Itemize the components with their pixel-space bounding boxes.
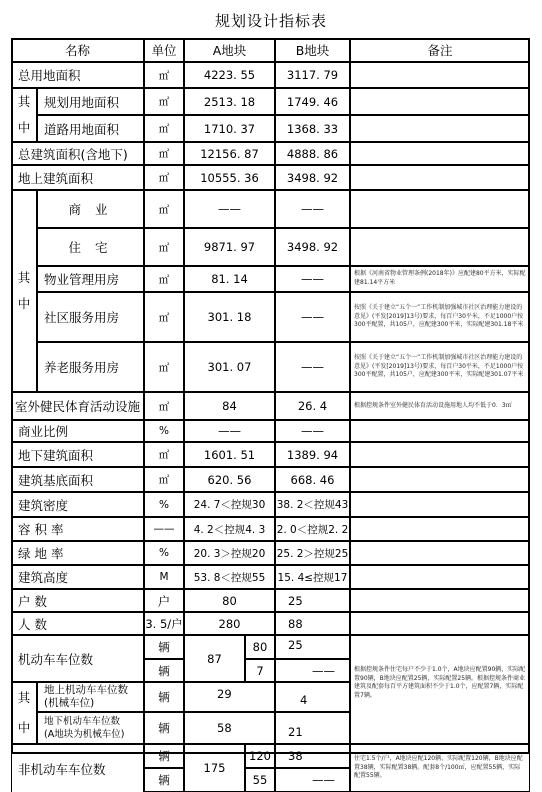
row-unit: 辆	[144, 712, 184, 744]
qi-zhong-label: 其 中	[11, 190, 37, 392]
row-note: 按照《关于建立“五个一”工作机制加强城市社区治理能力建设的意见》(平发[2019]13号)要求，每百户30平米，不足1000户按300平配置，共105户，应配建300平米，实际配建301.07平米	[350, 342, 530, 392]
row-a: 175	[184, 744, 245, 792]
row-unit: 辆	[144, 635, 184, 659]
row-note	[350, 228, 530, 266]
row-note: 根据控规条件室外健民体育活动设施用地人均不低于0．3㎡	[350, 392, 530, 420]
row-name: 容 积 率	[11, 517, 144, 541]
row-unit: ㎡	[144, 392, 184, 420]
row-unit: ㎡	[144, 88, 184, 115]
row-b: ——	[275, 768, 350, 792]
row-a-sub: 55	[245, 768, 275, 792]
row-b: 1749. 46	[275, 88, 350, 115]
row-name: 商 业	[37, 190, 144, 228]
row-note	[350, 492, 530, 517]
row-name: 户 数	[11, 589, 144, 612]
row-name: 总用地面积	[11, 62, 144, 88]
row-note	[350, 442, 530, 467]
row-b: 668. 46	[275, 467, 350, 492]
row-b: 1389. 94	[275, 442, 350, 467]
indicator-table	[11, 38, 530, 787]
row-unit: 3. 5/户	[144, 612, 184, 635]
row-a: 24. 7＜控规30	[184, 492, 275, 517]
row-unit: %	[144, 420, 184, 442]
row-b: 3498. 92	[275, 165, 350, 190]
row-b: 25	[275, 635, 350, 659]
row-a: 1601. 51	[184, 442, 275, 467]
row-name: 室外健民体育活动设施	[11, 392, 144, 420]
row-unit: %	[144, 541, 184, 565]
row-unit: ㎡	[144, 442, 184, 467]
row-b: 4	[275, 682, 350, 712]
row-note	[350, 88, 530, 115]
row-unit: %	[144, 492, 184, 517]
row-b: ——	[275, 266, 350, 292]
row-name: 地下机动车车位数 (A地块为机械车位)	[37, 712, 144, 744]
row-note: 住宅1.5个/户，A地块应配120辆，实际配置120辆，B地块应配置38辆，实际配置38辆。配套8个/100㎡，应配置55辆，实际配置55辆。	[350, 744, 530, 792]
row-unit: 辆	[144, 744, 184, 768]
row-note	[350, 142, 530, 165]
row-a-sub: 120	[245, 744, 275, 768]
row-unit: ——	[144, 517, 184, 541]
row-b: 38. 2＜控规43	[275, 492, 350, 517]
row-name: 道路用地面积	[37, 115, 144, 142]
row-a: 81. 14	[184, 266, 275, 292]
row-b: 25. 2＞控规25	[275, 541, 350, 565]
row-note	[350, 565, 530, 589]
row-a: 87	[184, 635, 245, 682]
row-a: 280	[184, 612, 275, 635]
row-unit: 辆	[144, 659, 184, 682]
row-name: 建筑基底面积	[11, 467, 144, 492]
row-unit: M	[144, 565, 184, 589]
row-note: 根据控规条件住宅每户不少于1.0个，A地块应配置90辆，实际配置90辆，B地块应配置25辆，实际配置25辆。根据控规条件商业建筑及配套每百平方建筑面积不少于1.0个，应配置7辆，实际配置7辆。	[350, 635, 530, 744]
row-a: 9871. 97	[184, 228, 275, 266]
row-b: 26. 4	[275, 392, 350, 420]
row-note	[350, 589, 530, 612]
header-a: A地块	[184, 38, 275, 62]
row-unit: ㎡	[144, 62, 184, 88]
row-note	[350, 165, 530, 190]
row-unit: 辆	[144, 768, 184, 792]
row-name: 绿 地 率	[11, 541, 144, 565]
row-a: 20. 3＞控规20	[184, 541, 275, 565]
row-a: 84	[184, 392, 275, 420]
page-title: 规划设计指标表	[214, 12, 327, 30]
row-unit: ㎡	[144, 228, 184, 266]
row-b: ——	[275, 659, 350, 682]
row-b: 38	[275, 744, 350, 768]
row-a: 53. 8＜控规55	[184, 565, 275, 589]
header-name: 名称	[11, 38, 144, 62]
row-name: 住 宅	[37, 228, 144, 266]
row-b: 21	[275, 712, 350, 744]
row-a: 4. 2＜控规4. 3	[184, 517, 275, 541]
header-b: B地块	[275, 38, 350, 62]
row-name: 建筑高度	[11, 565, 144, 589]
row-b: 3498. 92	[275, 228, 350, 266]
row-name: 地下建筑面积	[11, 442, 144, 467]
row-name: 总建筑面积(含地下)	[11, 142, 144, 165]
row-b: ——	[275, 190, 350, 228]
row-name: 规划用地面积	[37, 88, 144, 115]
row-note	[350, 612, 530, 635]
row-note: 根据《河南省物业管理条例(2018年)》应配建80平方米，实际配建81.14平方米	[350, 266, 530, 292]
row-a-sub: 80	[245, 635, 275, 659]
row-a: 2513. 18	[184, 88, 275, 115]
row-note: 按照《关于建立“五个一”工作机制加强城市社区治理能力建设的意见》(平发[2019]13号)要求，每百户30平米，不足1000户按300平配置，共105户，应配建300平米，实际配建301.18平米	[350, 292, 530, 342]
row-b: ——	[275, 292, 350, 342]
header-note: 备注	[350, 38, 530, 62]
row-note	[350, 420, 530, 442]
row-unit: ㎡	[144, 266, 184, 292]
row-unit: ㎡	[144, 467, 184, 492]
row-unit: ㎡	[144, 190, 184, 228]
row-a: 58	[184, 712, 275, 744]
row-note	[350, 190, 530, 228]
row-a: 12156. 87	[184, 142, 275, 165]
row-note	[350, 467, 530, 492]
row-b: 88	[275, 612, 350, 635]
row-b: 15. 4≤控规17	[275, 565, 350, 589]
row-note	[350, 115, 530, 142]
row-b: 25	[275, 589, 350, 612]
row-name: 物业管理用房	[37, 266, 144, 292]
row-a-sub: 7	[245, 659, 275, 682]
row-unit: 辆	[144, 682, 184, 712]
header-unit: 单位	[144, 38, 184, 62]
row-note	[350, 541, 530, 565]
row-a: 4223. 55	[184, 62, 275, 88]
row-b: ——	[275, 342, 350, 392]
row-name: 社区服务用房	[37, 292, 144, 342]
row-unit: ㎡	[144, 342, 184, 392]
row-b: 4888. 86	[275, 142, 350, 165]
row-a: 1710. 37	[184, 115, 275, 142]
row-a: 10555. 36	[184, 165, 275, 190]
row-unit: ㎡	[144, 142, 184, 165]
row-name: 建筑密度	[11, 492, 144, 517]
row-b: 2. 0＜控规2. 2	[275, 517, 350, 541]
row-b: ——	[275, 420, 350, 442]
row-note	[350, 517, 530, 541]
row-note	[350, 62, 530, 88]
row-a: 29	[184, 682, 275, 712]
row-unit: ㎡	[144, 115, 184, 142]
qi-zhong-label: 其 中	[11, 682, 37, 744]
row-b: 1368. 33	[275, 115, 350, 142]
row-b: 3117. 79	[275, 62, 350, 88]
row-a: ——	[184, 420, 275, 442]
row-unit: ㎡	[144, 165, 184, 190]
row-a: 301. 07	[184, 342, 275, 392]
qi-zhong-label: 其 中	[11, 88, 37, 142]
row-unit: 户	[144, 589, 184, 612]
row-unit: ㎡	[144, 292, 184, 342]
row-name: 人 数	[11, 612, 144, 635]
row-name: 地上机动车车位数 (机械车位)	[37, 682, 144, 712]
row-a: 80	[184, 589, 275, 612]
row-a: 620. 56	[184, 467, 275, 492]
row-a: 301. 18	[184, 292, 275, 342]
row-name: 商业比例	[11, 420, 144, 442]
row-name: 机动车车位数	[11, 635, 144, 682]
row-name: 养老服务用房	[37, 342, 144, 392]
row-name: 非机动车车位数	[11, 744, 144, 792]
row-a: ——	[184, 190, 275, 228]
row-name: 地上建筑面积	[11, 165, 144, 190]
